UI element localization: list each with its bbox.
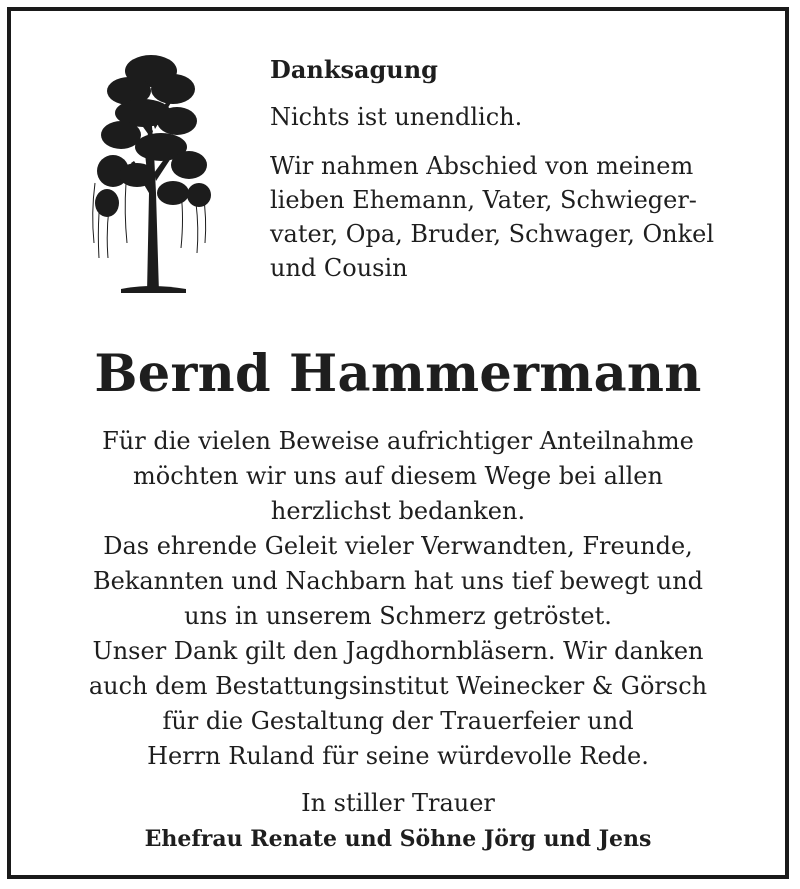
birch-tree-icon [81, 43, 221, 295]
signature: Ehefrau Renate und Söhne Jörg und Jens [144, 826, 652, 852]
thanks-line: herzlichst bedanken. [270, 497, 526, 525]
closing-phrase: In stiller Trauer [301, 789, 495, 817]
thanks-line: Unser Dank gilt den Jagdhornbläsern. Wir danken [92, 637, 704, 665]
farewell-line: vater, Opa, Bruder, Schwager, Onkel [270, 220, 715, 248]
notice-heading: Danksagung [270, 55, 438, 84]
thanks-line: Das ehrende Geleit vieler Verwandten, Freunde, [103, 532, 693, 560]
thanks-line: auch dem Bestattungsinstitut Weinecker & Görsch [88, 672, 708, 700]
thanks-line: möchten wir uns auf diesem Wege bei allen [133, 462, 663, 490]
obituary-notice [7, 7, 789, 879]
thanks-paragraph [11, 424, 785, 774]
intro-block [270, 51, 770, 285]
thanks-line: Bekannten und Nachbarn hat uns tief bewegt und [92, 567, 704, 595]
farewell-line: Wir nahmen Abschied von meinem [270, 152, 694, 180]
closing-block [11, 786, 785, 856]
tagline: Nichts ist unendlich. [270, 103, 523, 131]
thanks-line: uns in unserem Schmerz getröstet. [184, 602, 612, 630]
thanks-line: für die Gestaltung der Trauerfeier und [162, 707, 634, 735]
thanks-line: Herrn Ruland für seine würdevolle Rede. [147, 742, 649, 770]
farewell-paragraph [270, 149, 748, 285]
deceased-name: Bernd Hammermann [94, 344, 702, 404]
farewell-line: lieben Ehemann, Vater, Schwieger- [270, 186, 697, 214]
farewell-line: und Cousin [270, 254, 408, 282]
thanks-line: Für die vielen Beweise aufrichtiger Anteilnahme [102, 427, 694, 455]
